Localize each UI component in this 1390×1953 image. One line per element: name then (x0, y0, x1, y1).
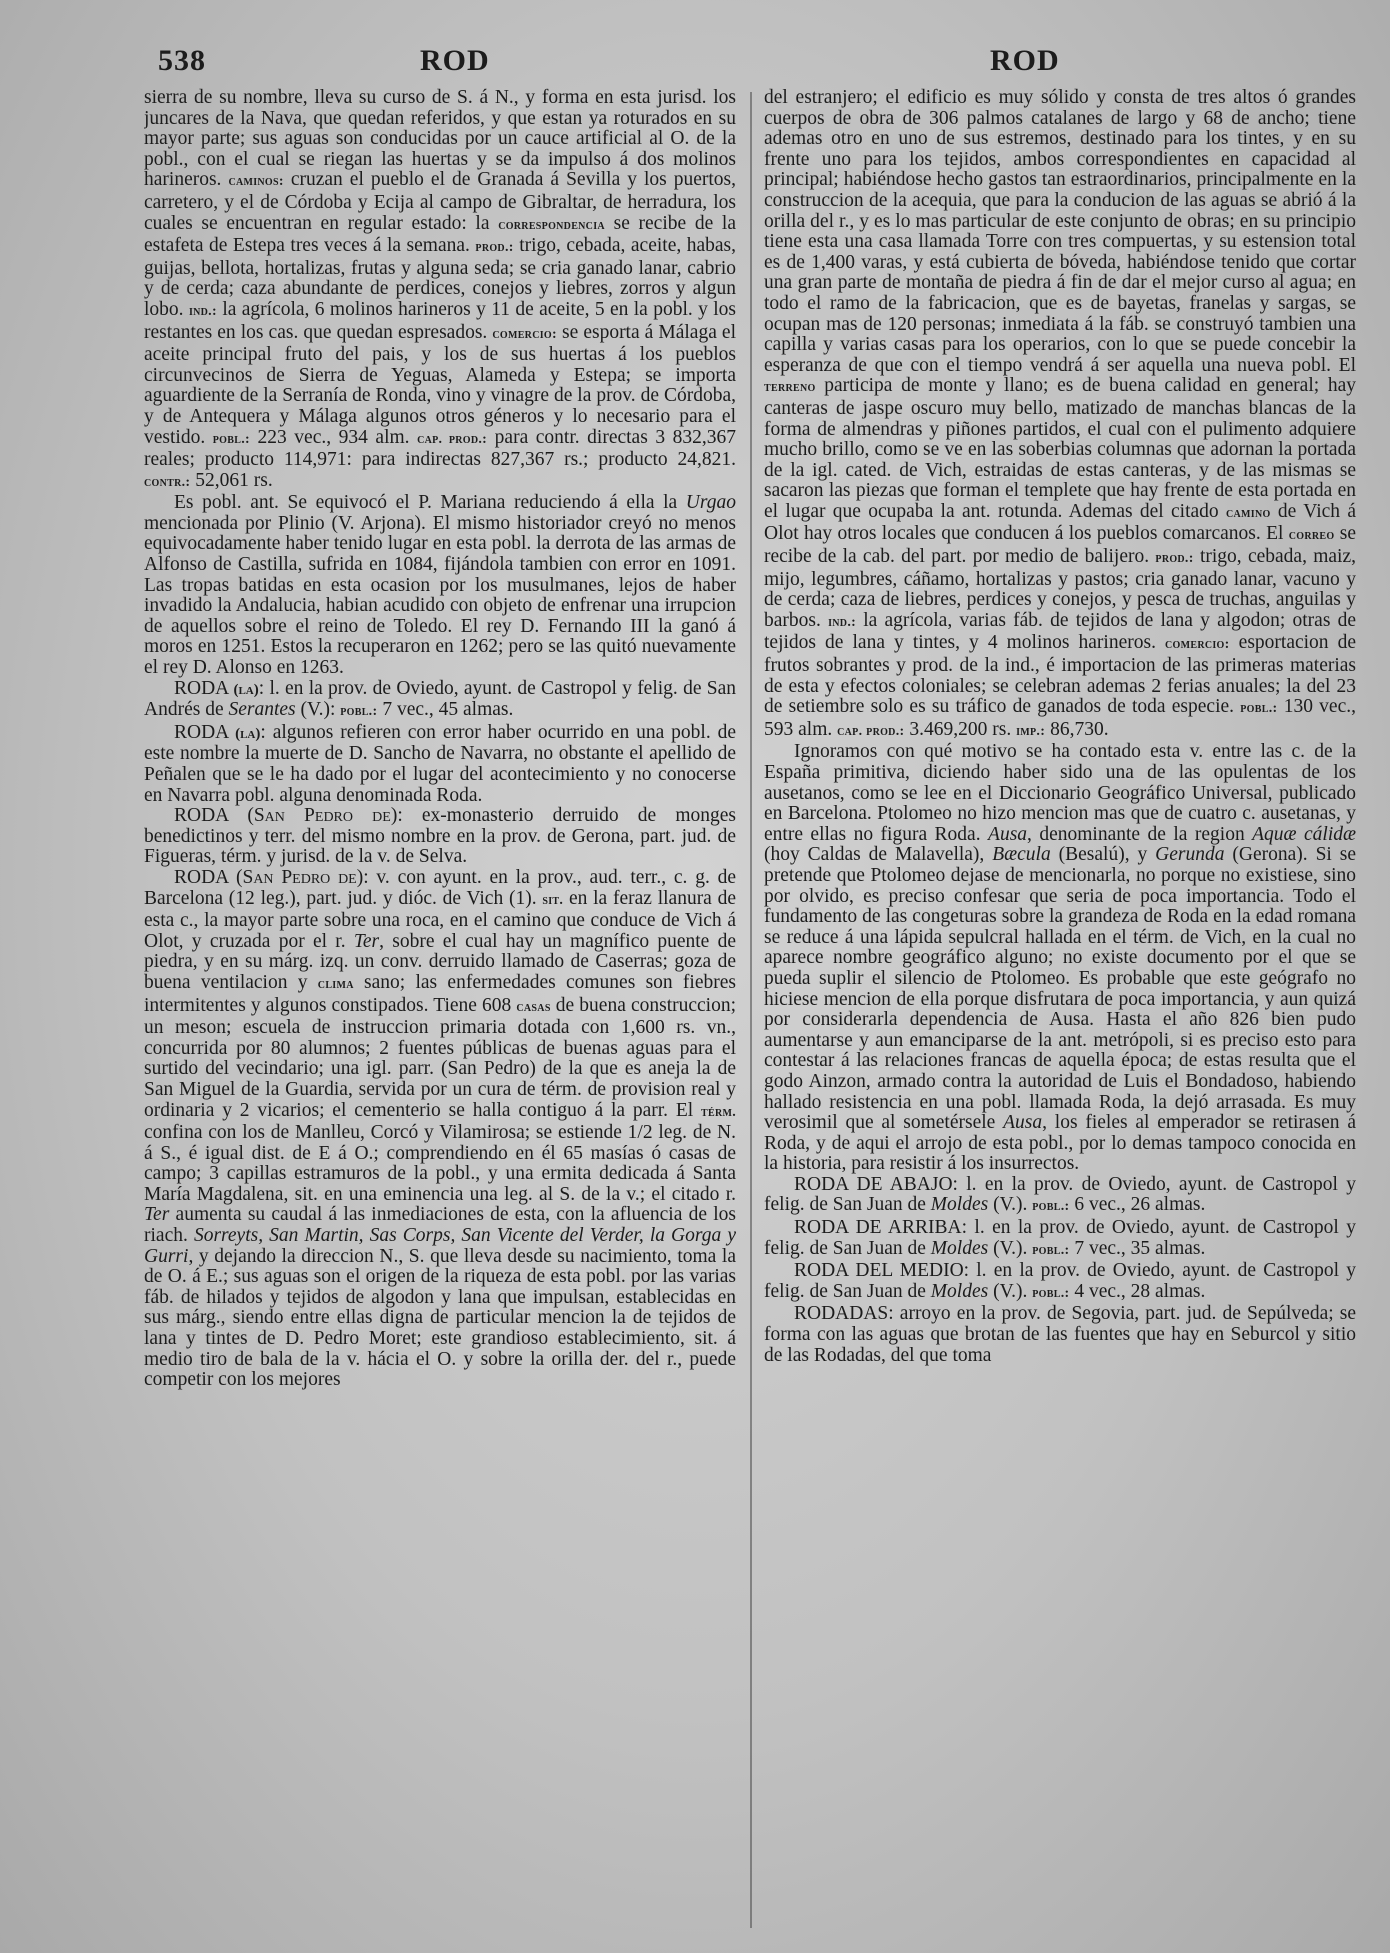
entry-headword: RODA DEL MEDIO (794, 1260, 964, 1282)
entry-headword: RODA DE ABAJO (794, 1173, 953, 1195)
entry-headword: RODADAS (794, 1303, 889, 1325)
left-column (144, 88, 736, 1938)
entry-roda-san-pedro-monasterio: RODA (San Pedro de): ex-monasterio derruido de monges benedictinos y terr. del mismo nombre en la prov. de Gerona, part. jud. de Figueras, térm. y jurisd. de la v. de Selva. (144, 805, 736, 868)
page-header (150, 44, 1340, 84)
history-paragraph-right: Ignoramos con qué motivo se ha contado esta v. entre las c. de la España primitiva, diciendo haber sido una de las opulentas de los ausetanos, como se lee en el Diccionario Geográfico Universal, publicado en Barcelona. Ptolomeo no hizo mencion mas que de cuatro c. ausetanas, y entre ellas no figura Roda. Ausa, denominante de la region Aquæ cálidæ (hoy Caldas de Malavella), Bæcula (Besalú), y Gerunda (Gerona). Si se pretende que Ptolomeo dejase de mencionarla, no porque no existiese, sino por olvido, es preciso confesar que seria de poca importancia. Todo el fundamento de las congeturas sobre la grandeza de Roda en la edad romana se reduce á una lápida sepulcral hallada en el térm. de Vich, en la cual no aparece nombre geográfico alguno; no existe documento por el que se pueda suplir el silencio de Ptolomeo. Es probable que este geógrafo no hiciese mencion de ella porque disfrutara de poca importancia, y aun quizá por considerarla dependencia de Ausa. Hasta el año 826 bien pudo aumentarse y aun emanciparse de la ant. metrópoli, si es preciso esto para contestar á las relaciones francas de aquella época; de estas resulta que el godo Ainzon, armado contra la autoridad de Luis el Bondadoso, habiendo hallado resistencia en una pobl. llamada Roda, la dejó arrasada. Es muy verosimil que al sometérsele Ausa, los fieles al emperador se retirasen á Roda, y de aqui el arrojo de esta pobl., por lo demas tampoco conocida en la historia, para resistir á los insurrectos. (764, 741, 1356, 1175)
page-number: 538 (158, 44, 206, 77)
entry-roda-san-pedro-villa: RODA (San Pedro de): v. con ayunt. en la prov., aud. terr., c. g. de Barcelona (12 leg.), part. jud. y dióc. de Vich (1). sit. en la feraz llanura de esta c., la mayor parte sobre una roca, en el camino que conduce de Vich á Olot, y cruzada por el r. Ter, sobre el cual hay un magnífico puente de piedra, y en su márg. izq. un conv. derruido llamado de Caserras; goza de buena ventilacion y clima sano; las enfermedades comunes son fiebres intermitentes y algunos constipados. Tiene 608 casas de buena construccion; un meson; escuela de instruccion primaria dotada con 1,600 rs. vn., concurrida por 80 alumnos; 2 fuentes públicas de buenas aguas para el surtido del vecindario; una igl. parr. (San Pedro) de la que es aneja la de San Miguel de la Guardia, servida por un cura de térm. de provision real y ordinaria y 2 vicarios; el cementerio se halla contiguo á la parr. El térm. confina con los de Manlleu, Corcó y Vilamirosa; se estiende 1/2 leg. de N. á S., é igual dist. de E á O.; comprendiendo en él 65 masías ó casas de campo; 3 capillas estramuros de la pobl., y una ermita dedicada á Santa María Magdalena, sit. en una eminencia una leg. al S. de la v.; el citado r. Ter aumenta su caudal á las inmediaciones de esta, con la afluencia de los riach. Sorreyts, San Martin, Sas Corps, San Vicente del Verder, la Gorga y Gurri, y dejando la direccion N., S. que lleva desde su nacimiento, toma la de O. á E.; sus aguas son el origen de la riqueza de esta pobl. por las varias fáb. de hilados y tejidos de algodon y lana que impulsan, establecidas en sus márg., siendo entre ellas digna de particular mencion la de tejidos de lana y tintes de D. Pedro Moret; este grandioso establecimiento, sit. á medio tiro de bala de la v. hácia el O. y sobre la orilla der. del r., puede competir con los mejores (144, 866, 736, 1391)
entry-roda-del-medio: RODA DEL MEDIO: l. en la prov. de Oviedo, ayunt. de Castropol y felig. de San Juan de Moldes (V.). pobl.: 4 vec., 28 almas. (764, 1260, 1356, 1302)
left-running-head: ROD (420, 44, 490, 77)
entry-headword: RODA (174, 866, 229, 888)
entry-roda-de-abajo: RODA DE ABAJO: l. en la prov. de Oviedo, ayunt. de Castropol y felig. de San Juan de Moldes (V.). pobl.: 6 vec., 26 almas. (764, 1173, 1356, 1216)
entry-roda-la-navarra: RODA (la): algunos refieren con error haber ocurrido en una pobl. de este nombre la muerte de D. Sancho de Navarra, no obstante el apellido de Peñalen que se le ha dado por el lugar del acontecimiento y no conocerse en Navarra pobl. alguna denominada Roda. (144, 721, 736, 806)
entry-headword: RODA (174, 721, 229, 743)
paragraph-continuation: sierra de su nombre, lleva su curso de S. á N., y forma en esta jurisd. los juncares de la Nava, que quedan referidos, y que estan ya roturados en su mayor parte; sus aguas son conducidas por un cauce artificial al O. de la pobl., con el cual se riegan las huertas y se da impulso á dos molinos harineros. caminos: cruzan el pueblo el de Granada á Sevilla y los puertos, carretero, y el de Córdoba y Ecija al campo de Gibraltar, de herradura, los cuales se encuentran en regular estado: la correspondencia se recibe de la estafeta de Estepa tres veces á la semana. prod.: trigo, cebada, aceite, habas, guijas, bellota, hortalizas, frutas y alguna seda; se cria ganado lanar, cabrio y de cerda; caza abundante de perdices, conejos y liebres, zorros y algun lobo. ind.: la agrícola, 6 molinos harineros y 11 de aceite, 5 en la pobl. y los restantes en los cas. que quedan espresados. comercio: se esporta á Málaga el aceite principal fruto del pais, y los de sus huertas á los pueblos circunvecinos de Sierra de Yeguas, Alameda y Estepa; se importa aguardiente de la Serranía de Ronda, vino y vinagre de la prov. de Córdoba, y de Antequera y Málaga algunos otros géneros y lo necesario para el vestido. pobl.: 223 vec., 934 alm. cap. prod.: para contr. directas 3 832,367 reales; producto 114,971: para indirectas 827,367 rs.; producto 24,821. contr.: 52,061 rs. (144, 88, 736, 491)
column-divider (750, 92, 752, 1928)
entry-rodadas: RODADAS: arroyo en la prov. de Segovia, part. jud. de Sepúlveda; se forma con las aguas que brotan de las fuentes que hay en Seburcol y sitio de las Rodadas, del que toma (764, 1303, 1356, 1366)
right-column (764, 88, 1356, 1938)
right-running-head: ROD (990, 44, 1060, 77)
entry-headword: RODA (174, 677, 229, 699)
paragraph-continuation-right: del estranjero; el edificio es muy sólido y consta de tres altos ó grandes cuerpos de obra de 306 palmos catalanes de largo y 68 de ancho; tiene ademas otro en uno de sus estremos, destinado para los tintes, y en su frente uno para los tejidos, ambos correspondientes en capacidad al principal; habiéndose hecho gastos tan estraordinarios, principalmente en la construccion de la acequia, que para la conducion de las aguas se abrió á la orilla del r., y es lo mas particular de este conjunto de obras; en su principio tiene esta una casa llamada Torre con tres compuertas, y su estension total es de 1,400 varas, y está cubierta de bóveda, habiéndose tenido que cortar una gran parte de montaña de piedra á fin de dar el mejor curso al agua; en todo el ramo de la fabricacion, que es de bayetas, franelas y sargas, se ocupan mas de 120 personas; inmediata á la fáb. se construyó tambien una capilla y varias casas para los operarios, con lo que se puede concebir la esperanza de que con el tiempo vendrá á ser aquella una nueva pobl. El terreno participa de monte y llano; es de buena calidad en general; hay canteras de jaspe oscuro muy bello, matizado de manchas blancas de la forma de almendras y piñones partidos, el cual con el pulimento adquiere mucho brillo, como se ve en las soberbias columnas que adornan la portada de la igl. cated. de Vich, estraidas de estas canteras, y de las mismas se sacaron las piezas que forman el templete que hay frente de esta portada en el lugar que ocupaba la ant. rotunda. Ademas del citado camino de Vich á Olot hay otros locales que conducen á los pueblos comarcanos. El correo se recibe de la cab. del part. por medio de balijero. prod.: trigo, cebada, maiz, mijo, legumbres, cáñamo, hortalizas y pastos; cria ganado lanar, vacuno y de cerda; caza de liebres, perdices y conejos, y pesca de truchas, anguilas y barbos. ind.: la agrícola, varias fáb. de tejidos de lana y algodon; otras de tejidos de lana y tintes, y 4 molinos harineros. comercio: esportacion de frutos sobrantes y prod. de la ind., é importacion de las primeras materias de esta y efectos coloniales; se celebran ademas 2 ferias anuales; la del 23 de setiembre solo es su tráfico de ganados de toda especie. pobl.: 130 vec., 593 alm. cap. prod.: 3.469,200 rs. imp.: 86,730. (764, 88, 1356, 740)
entry-headword: RODA (174, 805, 229, 827)
entry-roda-de-arriba: RODA DE ARRIBA: l. en la prov. de Oviedo, ayunt. de Castropol y felig. de San Juan de Moldes (V.). pobl.: 7 vec., 35 almas. (764, 1217, 1356, 1259)
history-paragraph: Es pobl. ant. Se equivocó el P. Mariana reduciendo á ella la Urgao mencionada por Plinio (V. Arjona). El mismo historiador creyó no menos equivocadamente haber tenido lugar en esta pobl. la derrota de las armas de Alfonso de Castilla, sufrida en 1084, fijándola tambien con error en 1091. Las tropas batidas en esta ocasion por los musulmanes, lejos de haber invadido la Andalucia, habian acudido con objeto de enfrenar una irrupcion de aquellos sobre el reino de Toledo. El rey D. Fernando III la ganó á moros en 1251. Estos la recuperaron en 1262; pero se las quitó nuevamente el rey D. Alonso en 1263. (144, 492, 736, 679)
entry-roda-la-oviedo: RODA (la): l. en la prov. de Oviedo, ayunt. de Castropol y felig. de San Andrés de Serantes (V.): pobl.: 7 vec., 45 almas. (144, 677, 736, 721)
entry-headword: RODA DE ARRIBA (794, 1217, 962, 1239)
